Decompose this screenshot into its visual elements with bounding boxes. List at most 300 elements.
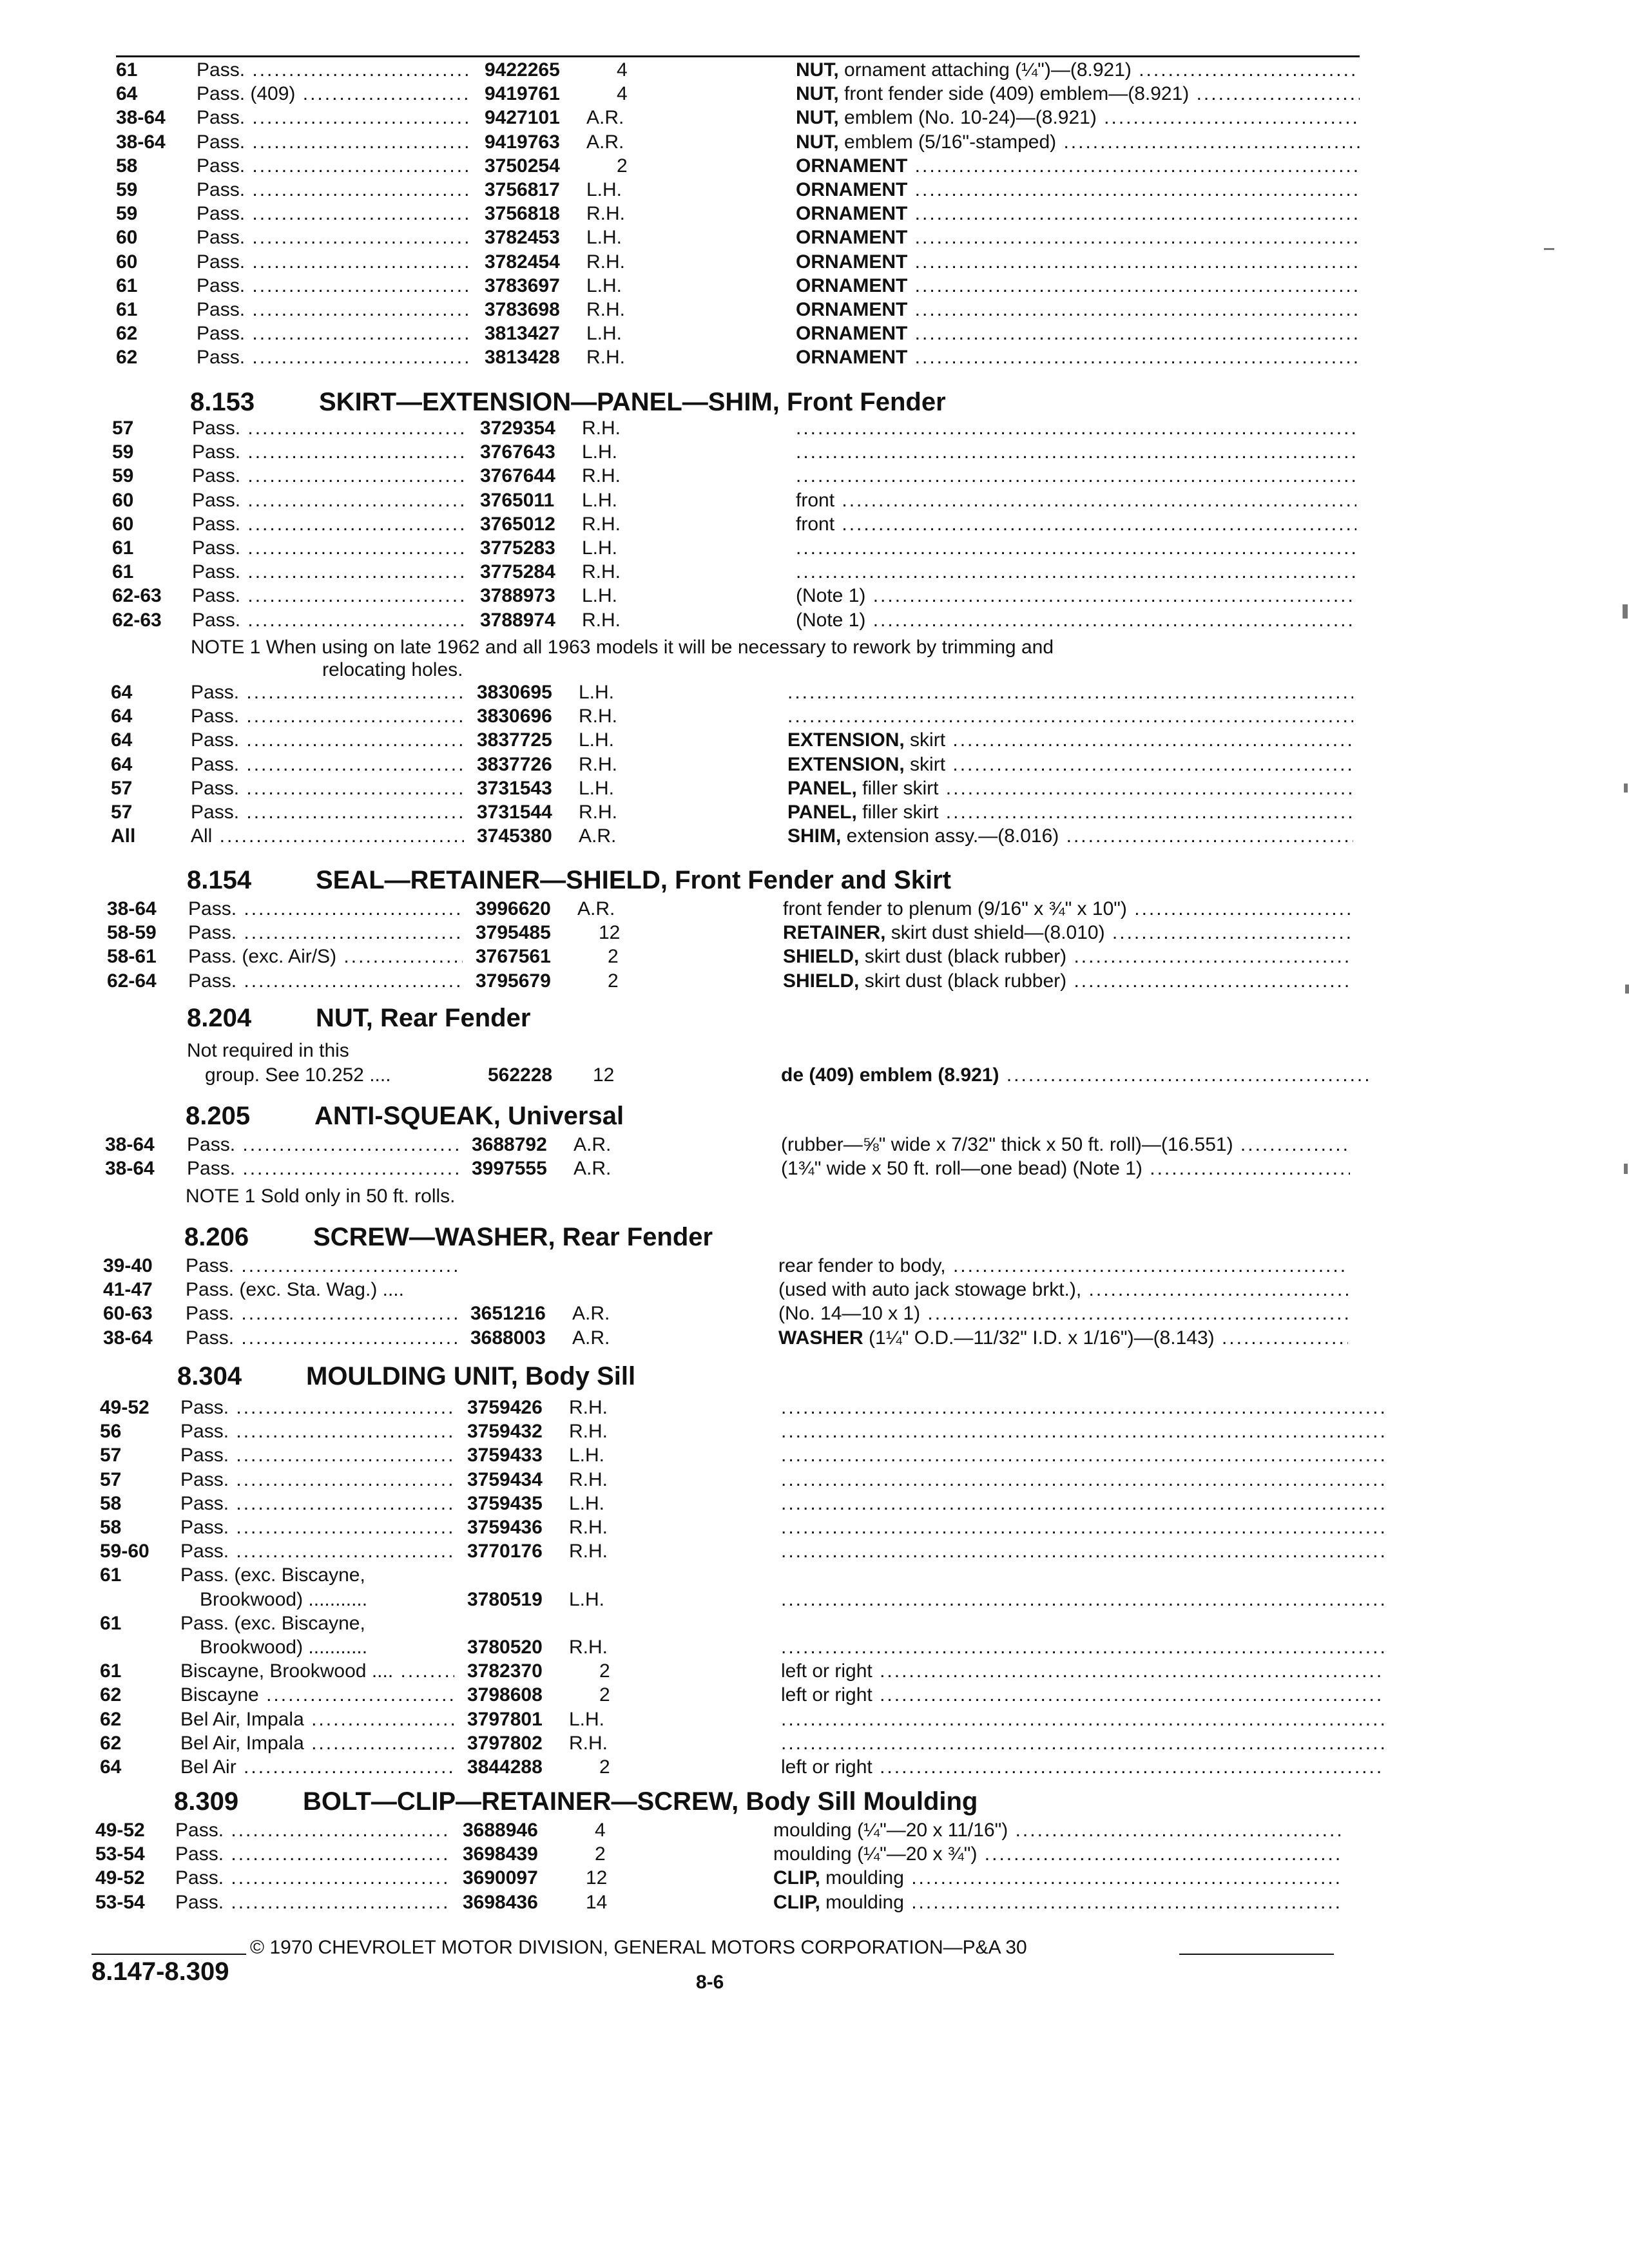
description-keyword: ORNAMENT [796,347,908,369]
section-number: 8.309 [174,1787,239,1816]
footer-copyright: © 1970 CHEVROLET MOTOR DIVISION, GENERAL MOTORS CORPORATION—P&A 30 [250,1937,1027,1958]
description [796,202,1360,226]
model-name: Pass. ..... [175,1818,450,1843]
quantity: R.H. [586,347,625,369]
section-title: BOLT—CLIP—RETAINER—SCREW, Body Sill Moulding [303,1787,978,1816]
model-year: 58 [116,155,138,177]
model-name: Pass. ..... [175,1866,450,1890]
quantity: A.R. [577,898,615,919]
quantity: 4 [617,83,628,105]
description [773,1866,1340,1890]
part-number: 3759435 [467,1492,543,1514]
quantity: 2 [595,1843,606,1865]
model-name: Pass. ..... [186,1326,458,1350]
model-year: 38-64 [103,1327,153,1349]
part-number: 3765011 [480,489,555,511]
description [781,1659,1384,1684]
model-name: Pass. (exc. Sta. Wag.) .... [186,1279,404,1301]
description [796,82,1360,106]
quantity: A.R. [586,107,624,129]
quantity: L.H. [579,729,615,751]
description-text: front fender side (409) emblem—(8.921) [838,83,1190,105]
description [781,1443,1384,1468]
description-keyword: PANEL, [787,777,857,799]
quantity: R.H. [582,561,621,583]
description-text: skirt dust (black rubber) [859,970,1067,992]
description [796,345,1360,370]
footer-section-range: 8.147-8.309 [92,1957,229,1986]
table-row [0,945,1629,969]
description [773,1842,1340,1867]
model-year: 60-63 [103,1303,153,1325]
quantity: 4 [617,59,628,81]
description [781,1492,1384,1516]
description [796,298,1360,322]
part-number: 3775284 [480,561,555,583]
part-number: 3782453 [485,227,560,249]
part-number: 3767644 [480,465,555,487]
quantity: L.H. [569,1588,605,1610]
model-name: Pass. ..... [180,1396,454,1420]
description-keyword: EXTENSION, [787,753,905,775]
part-number: 3688003 [470,1327,546,1349]
description-text: (Note 1) [796,609,866,631]
part-number: 3788973 [480,585,555,607]
model-name: Pass. ..... [180,1443,454,1468]
description [796,274,1360,298]
model-name: Pass. ..... [188,921,463,945]
section-number: 8.204 [187,1004,252,1032]
table-row [0,322,1629,346]
part-number: 9422265 [485,59,560,81]
quantity: L.H. [586,323,622,345]
note-text: NOTE 1 When using on late 1962 and all 1963 models it will be necessary to rework by trimming and [191,637,1054,658]
description [781,1133,1350,1157]
description [773,1890,1340,1915]
table-row [0,897,1629,921]
part-number: 3797801 [467,1708,543,1730]
part-number: 3770176 [467,1541,543,1562]
table-row [0,680,1629,705]
quantity: 4 [595,1820,606,1841]
model-name: Pass. ..... [175,1890,450,1915]
part-number: 3688792 [472,1134,547,1155]
description [781,1707,1384,1732]
part-number: 3996620 [476,898,551,919]
description-keyword: ORNAMENT [796,299,908,320]
part-number: 3830696 [477,706,552,727]
table-row [0,130,1629,155]
description [781,1396,1384,1420]
table-row [0,416,1629,441]
description [796,322,1360,346]
description-text: (1¼" O.D.—11/32" I.D. x 1/16")—(8.143) [863,1327,1215,1349]
table-row [0,753,1629,777]
table-row [0,58,1629,82]
description-keyword: ORNAMENT [796,227,908,249]
description [783,921,1352,945]
description-text: (used with auto jack stowage brkt.), [778,1279,1082,1301]
section-number: 8.153 [190,388,255,416]
model-year: 64 [111,753,133,775]
description [778,1254,1348,1278]
description-text: extension assy.—(8.016) [841,825,1059,847]
description [778,1326,1348,1350]
description-text: moulding [820,1867,904,1889]
model-name: Biscayne, Brookwood .... ..... [180,1659,454,1684]
part-number: 3759436 [467,1517,543,1538]
part-number: 3783697 [485,274,560,296]
description-text: front fender to plenum (9/16" x ¾" x 10") [783,898,1127,919]
description-text: rear fender to body, [778,1255,946,1276]
quantity: 14 [586,1891,608,1913]
quantity: R.H. [569,1421,608,1443]
description [781,1755,1384,1780]
part-number: 3782370 [467,1660,543,1682]
model-name: Pass. ..... [192,512,467,537]
quantity: 2 [608,946,619,968]
model-year: 38-64 [116,107,166,129]
quantity: 12 [593,1064,615,1086]
quantity: 12 [586,1867,608,1889]
section-title: ANTI-SQUEAK, Universal [314,1102,624,1130]
model-name: Pass. ..... [197,130,472,155]
footer-rule-right [1179,1954,1334,1955]
quantity: L.H. [569,1708,605,1730]
part-number: 9419761 [485,83,560,105]
quantity: L.H. [582,537,618,559]
table-row [0,584,1629,608]
description-keyword: ORNAMENT [796,251,908,273]
part-number: 3688946 [463,1820,538,1841]
description-keyword: ORNAMENT [796,203,908,225]
scan-mark [1624,1164,1628,1174]
table-row [0,824,1629,849]
description [781,1419,1384,1444]
description [781,1468,1384,1492]
table-row [0,1539,1629,1564]
model-year: 57 [111,802,133,823]
quantity: A.R. [586,131,624,153]
part-number: 9419763 [485,131,560,153]
scan-mark [1625,985,1629,994]
table-row [0,154,1629,178]
model-name: Pass. ..... [175,1842,450,1867]
description [781,1539,1384,1564]
quantity: R.H. [579,753,617,775]
model-year: 62 [100,1732,122,1754]
description-text: moulding (¼"—20 x 11/16") [773,1820,1008,1841]
section-title: SKIRT—EXTENSION—PANEL—SHIM, Front Fender [319,388,946,416]
description-text: left or right [781,1684,872,1706]
model-name: Pass. ..... [197,178,472,202]
model-name: Pass. ..... [197,345,472,370]
quantity: R.H. [569,1517,608,1538]
model-name: Brookwood) ........... [200,1588,368,1610]
quantity: L.H. [582,489,618,511]
part-number: 3767561 [476,946,551,968]
quantity: R.H. [569,1397,608,1418]
model-name: Pass. ..... [186,1254,458,1278]
table-row [0,1419,1629,1444]
table-row [0,776,1629,801]
description-text: emblem (5/16"-stamped) [838,131,1057,153]
model-name: Pass. (exc. Biscayne, [180,1564,365,1586]
model-name: Pass. ..... [180,1419,454,1444]
model-year: 61 [100,1612,122,1634]
model-name: Pass. (exc. Air/S) ..... [188,945,463,969]
table-row [0,1468,1629,1492]
quantity: 2 [599,1756,610,1778]
table-row [0,1278,1629,1302]
part-number: 3844288 [467,1756,543,1778]
quantity: A.R. [579,825,617,847]
part-number: 3813428 [485,347,560,369]
description-text: skirt [904,753,946,775]
table-row [0,274,1629,298]
quantity: L.H. [582,585,618,607]
table-row [0,560,1629,584]
part-number: 3780519 [467,1588,543,1610]
model-year: 64 [116,83,138,105]
part-number: 3782454 [485,251,560,273]
quantity: 12 [599,922,621,944]
table-row [0,1302,1629,1326]
part-number: 3759432 [467,1421,543,1443]
model-year: 58-59 [107,922,157,944]
part-number: 3759433 [467,1445,543,1466]
table-row [0,1254,1629,1278]
model-year: 53-54 [95,1891,145,1913]
quantity: R.H. [569,1541,608,1562]
model-name: Pass. ..... [197,226,472,250]
note-text: Not required in this [187,1040,349,1061]
part-number: 3698436 [463,1891,538,1913]
table-row [0,536,1629,561]
model-year: 49-52 [95,1820,145,1841]
table-row [0,1755,1629,1780]
quantity: L.H. [569,1492,605,1514]
table-row [0,82,1629,106]
model-year: 38-64 [107,898,157,919]
description [796,250,1360,274]
model-year: 64 [111,706,133,727]
section-title: MOULDING UNIT, Body Sill [306,1362,636,1390]
model-name: Pass. ..... [192,536,467,561]
table-row [0,1890,1629,1915]
description-text: ornament attaching (¼")—(8.921) [838,59,1132,81]
description-keyword: EXTENSION, [787,729,905,751]
description [796,226,1360,250]
model-name: Pass. ..... [192,488,467,513]
table-row [0,488,1629,513]
quantity: R.H. [569,1637,608,1658]
description [778,1278,1348,1302]
description [781,1515,1384,1540]
model-year: 64 [100,1756,122,1778]
description-keyword: NUT, [796,83,839,105]
model-year: 60 [116,251,138,273]
description [781,1063,1373,1088]
model-year: 59 [116,179,138,200]
description-text: (Note 1) [796,585,866,607]
footer-page-number: 8-6 [696,1972,724,1993]
description-keyword: RETAINER, [783,922,886,944]
table-row [0,1443,1629,1468]
quantity: 2 [599,1684,610,1706]
part-number: 3731544 [477,802,552,823]
description [787,800,1353,825]
description-keyword: NUT, [796,107,839,129]
model-name: Pass. ..... [186,1302,458,1326]
part-number: 3797802 [467,1732,543,1754]
quantity: R.H. [582,418,621,439]
description [796,416,1356,441]
part-number: 3837726 [477,753,552,775]
part-number: 3837725 [477,729,552,751]
section-title: SCREW—WASHER, Rear Fender [313,1223,713,1251]
quantity: A.R. [572,1303,610,1325]
table-row [0,1707,1629,1732]
description-keyword: NUT, [796,131,839,153]
description-keyword: ORNAMENT [796,323,908,345]
model-year: 59 [112,441,134,463]
model-name: Pass. ..... [180,1492,454,1516]
table-row [0,704,1629,729]
part-number: 3813427 [485,323,560,345]
model-year: 38-64 [105,1158,155,1180]
quantity: R.H. [586,203,625,225]
model-name: Pass. ..... [191,753,464,777]
part-number: 562228 [488,1064,553,1086]
model-year: 56 [100,1421,122,1443]
section-number: 8.154 [187,866,252,894]
table-row [0,1842,1629,1867]
description [783,945,1352,969]
model-name: Pass. ..... [192,440,467,465]
quantity: L.H. [586,227,622,249]
model-year: 49-52 [100,1397,149,1418]
part-number: 3745380 [477,825,552,847]
model-name: Pass. ..... [192,608,467,633]
model-name: Pass. ..... [197,298,472,322]
model-name: Pass. ..... [188,897,463,921]
table-row [0,1492,1629,1516]
description [796,536,1356,561]
section-number: 8.206 [184,1223,249,1251]
model-name: Pass. ..... [197,274,472,298]
model-name: Pass. ..... [191,704,464,729]
model-name: Biscayne ..... [180,1683,454,1707]
model-name: Bel Air, Impala ..... [180,1731,454,1756]
table-row [0,1133,1629,1157]
model-year: 61 [116,59,138,81]
model-year: 59-60 [100,1541,149,1562]
model-year: 58 [100,1492,122,1514]
quantity: 2 [608,970,619,992]
section-number: 8.304 [177,1362,242,1390]
description [796,584,1356,608]
model-name: Pass. (exc. Biscayne, [180,1612,365,1634]
model-name: Pass. ..... [191,776,464,801]
table-row [0,969,1629,994]
part-number: 3698439 [463,1843,538,1865]
description-keyword: PANEL, [787,802,857,823]
part-number: 3795679 [476,970,551,992]
section-number: 8.205 [186,1102,251,1130]
description [796,608,1356,633]
description-keyword: NUT, [796,59,839,81]
model-year: 58-61 [107,946,157,968]
description-keyword: WASHER [778,1327,863,1349]
model-year: 61 [116,299,138,320]
model-name: Pass. ..... [191,728,464,753]
quantity: R.H. [586,251,625,273]
part-number: 3690097 [463,1867,538,1889]
model-name: Pass. ..... [192,464,467,488]
table-row [0,1866,1629,1890]
model-name: Brookwood) ........... [200,1637,368,1658]
model-name: Pass. ..... [197,250,472,274]
description-text: left or right [781,1756,872,1778]
section-title: NUT, Rear Fender [316,1004,531,1032]
table-row [0,464,1629,488]
table-row [0,1731,1629,1756]
description [796,464,1356,488]
part-number: 3997555 [472,1158,547,1180]
model-name: Pass. ..... [191,680,464,705]
description [796,154,1360,178]
model-name: Pass. ..... [192,560,467,584]
table-row [0,1659,1629,1684]
description [796,178,1360,202]
description [787,728,1353,753]
model-name: Bel Air, Impala ..... [180,1707,454,1732]
table-row [0,1515,1629,1540]
description [781,1731,1384,1756]
model-name: Pass. ..... [197,58,472,82]
model-year: 41-47 [103,1279,153,1301]
model-year: 59 [112,465,134,487]
quantity: L.H. [586,179,622,200]
part-number: 3795485 [476,922,551,944]
model-name: Pass. ..... [197,322,472,346]
description [787,753,1353,777]
part-number: 3788974 [480,609,555,631]
scan-mark [1624,783,1628,793]
model-year: 62 [116,323,138,345]
quantity: A.R. [572,1327,610,1349]
model-year: 49-52 [95,1867,145,1889]
part-number: 3759426 [467,1397,543,1418]
model-year: 59 [116,203,138,225]
table-row [0,345,1629,370]
description-keyword: ORNAMENT [796,274,908,296]
description [796,488,1356,513]
model-name: Pass. ..... [180,1539,454,1564]
model-year: 62-63 [112,609,162,631]
note-text: group. See 10.252 .... [205,1064,391,1086]
table-row [0,1683,1629,1707]
description-keyword: ORNAMENT [796,155,908,177]
part-number: 3651216 [470,1303,546,1325]
quantity: A.R. [574,1158,612,1180]
model-name: Pass. ..... [188,969,463,994]
quantity: L.H. [569,1445,605,1466]
description [796,130,1360,155]
scan-mark [1623,604,1628,619]
table-row [0,1063,1629,1088]
